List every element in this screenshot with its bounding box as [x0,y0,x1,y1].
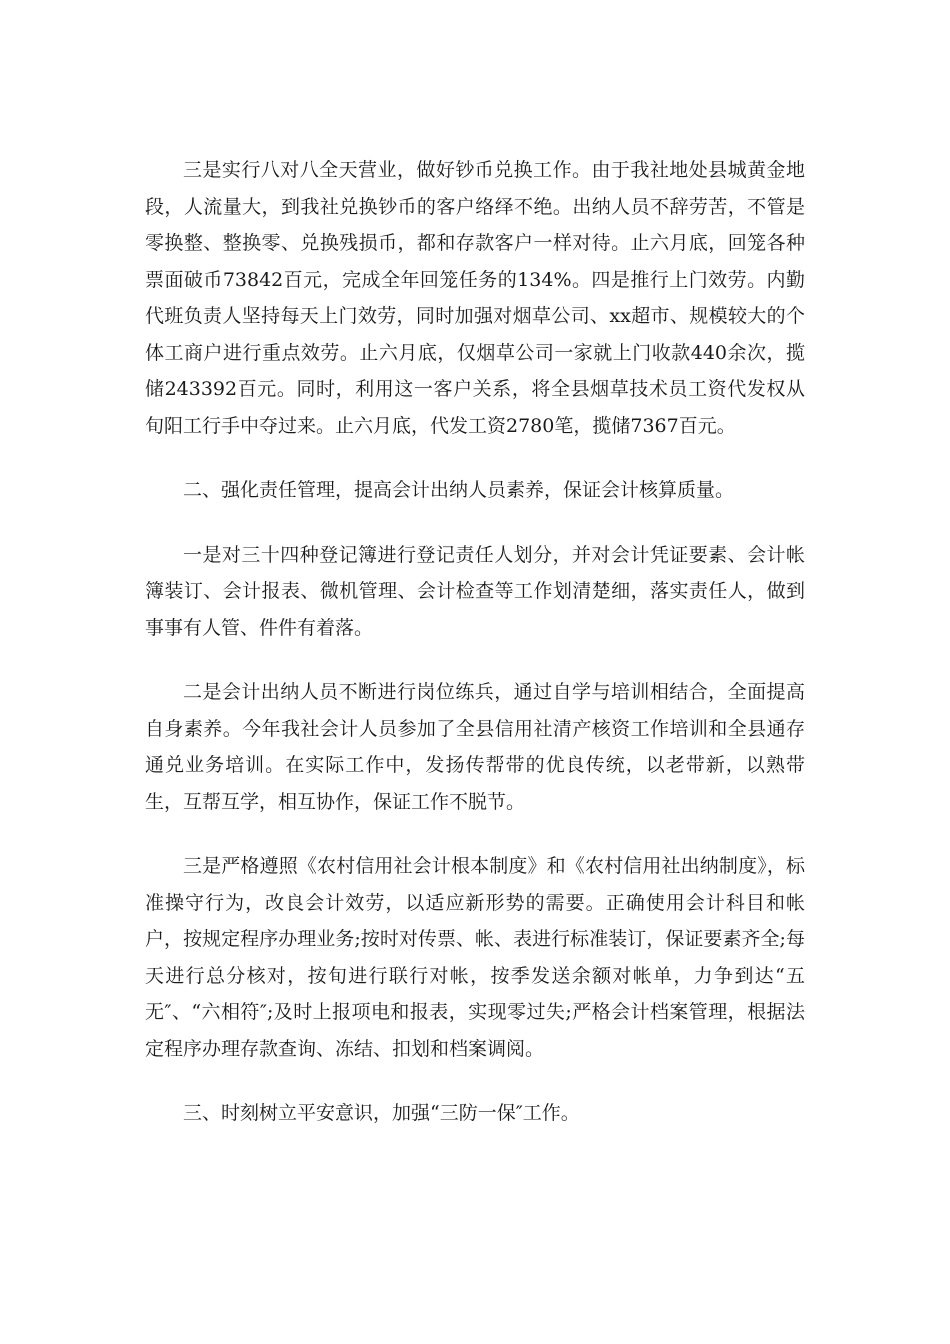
section-heading-responsibility: 二、强化责任管理，提高会计出纳人员素养，保证会计核算质量。 [183,479,735,501]
paragraph-job-training: 二是会计出纳人员不断进行岗位练兵，通过自学与培训相结合，全面提高自身素养。今年我社会计人员参加了全县信用社清产核资工作培训和全县通存通兑业务培训。在实际工作中，发扬传帮带的优良传统，以老带新，以熟带生，互帮互学，相互协作，保证工作不脱节。 [145,681,805,813]
document-body [145,152,805,1160]
paragraph-cash-exchange: 三是实行八对八全天营业，做好钞币兑换工作。由于我社地处县城黄金地段，人流量大，到我社兑换钞币的客户络绎不绝。出纳人员不辞劳苦，不管是零换整、整换零、兑换残损币，都和存款客户一样对待。止六月底，回笼各种票面破币73842百元，完成全年回笼任务的134%。四是推行上门效劳。内勤代班负责人坚持每天上门效劳，同时加强对烟草公司、xx超市、规模较大的个体工商户进行重点效劳。止六月底，仅烟草公司一家就上门收款440余次，揽储243392百元。同时，利用这一客户关系，将全县烟草技术员工资代发权从旬阳工行手中夺过来。止六月底，代发工资2780笔，揽储7367百元。 [145,159,805,437]
section-heading-safety: 三、时刻树立平安意识，加强“三防一保″工作。 [183,1102,580,1124]
paragraph-accounting-rules: 三是严格遵照《农村信用社会计根本制度》和《农村信用社出纳制度》，标准操守行为，改良会计效劳，以适应新形势的需要。正确使用会计科目和帐户，按规定程序办理业务;按时对传票、帐、表进行标准装订，保证要素齐全;每天进行总分核对，按旬进行联行对帐，按季发送余额对帐单，力争到达“五无″、“六相符″;及时上报项电和报表，实现零过失;严格会计档案管理，根据法定程序办理存款查询、冻结、扣划和档案调阅。 [145,855,805,1060]
paragraph-register-duty: 一是对三十四种登记簿进行登记责任人划分，并对会计凭证要素、会计帐簿装订、会计报表、微机管理、会计检查等工作划清楚细，落实责任人，做到事事有人管、件件有着落。 [145,543,805,639]
